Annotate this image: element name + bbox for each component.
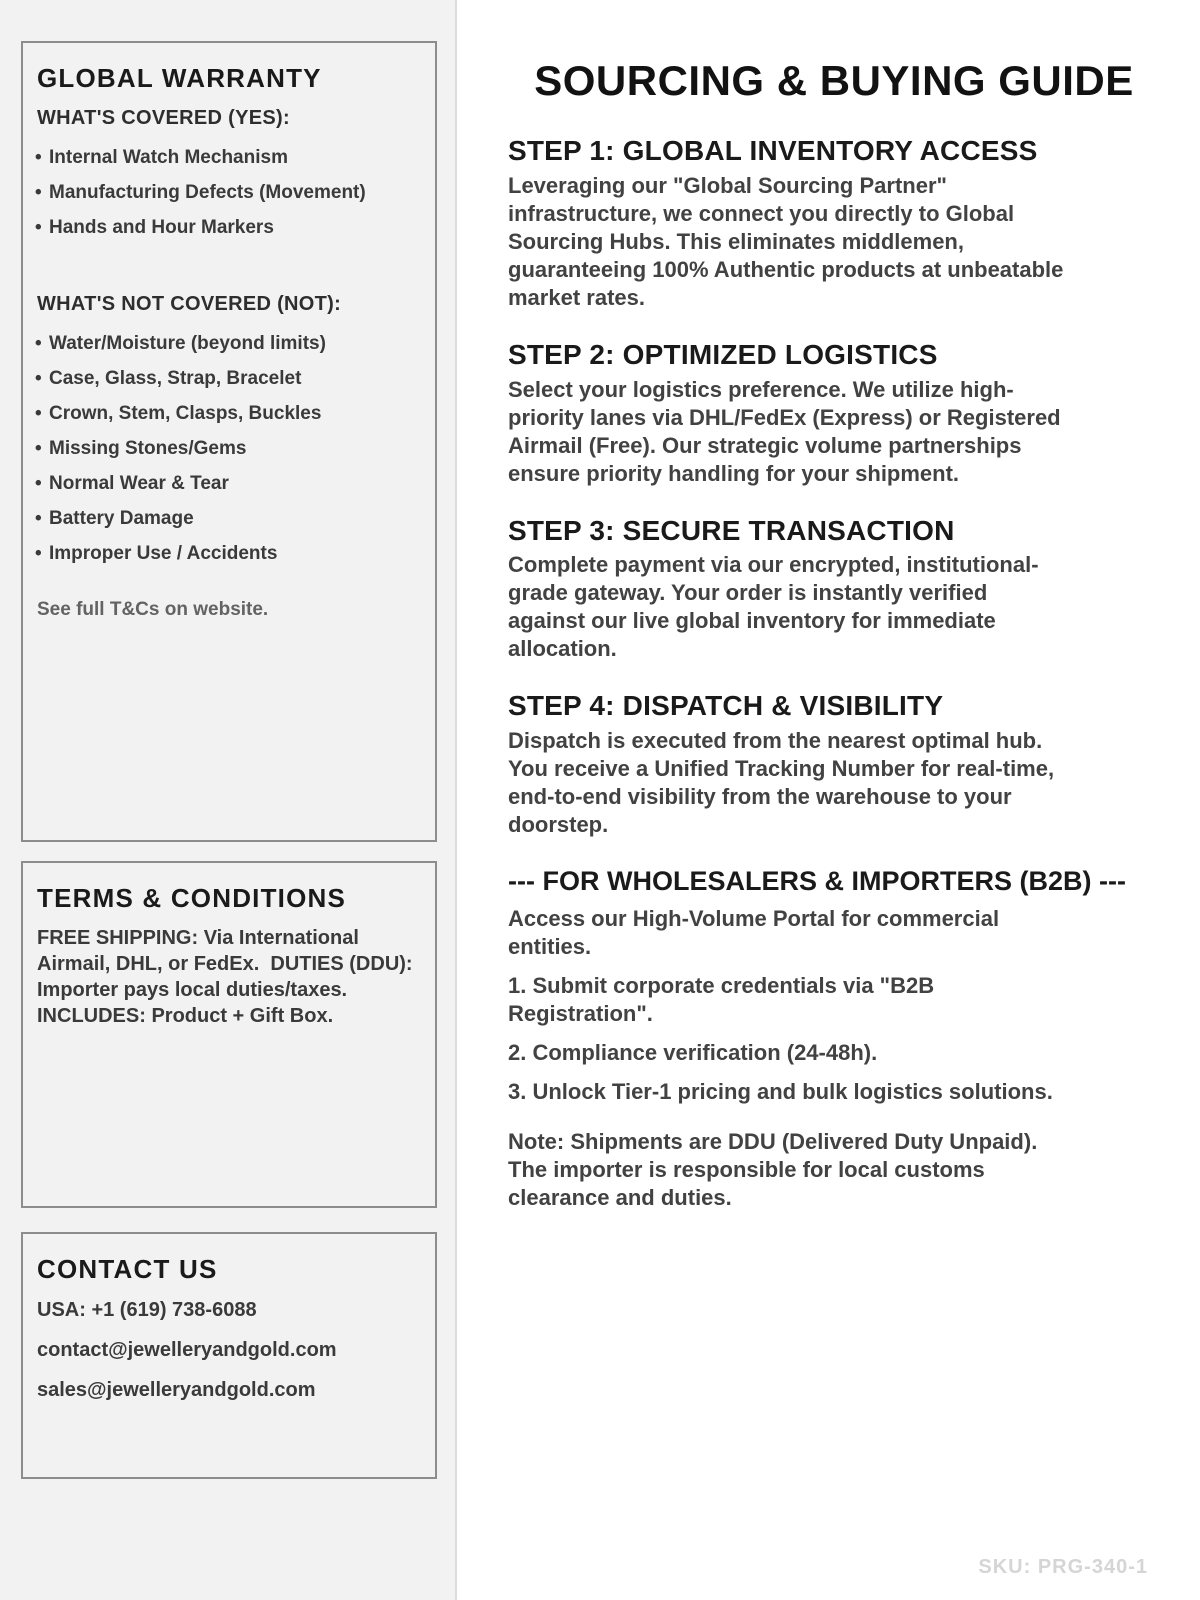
contact-phone: USA: +1 (619) 738-6088	[37, 1299, 257, 1321]
warranty-title: GLOBAL WARRANTY	[37, 63, 322, 93]
step-4-section	[508, 689, 1160, 839]
b2b-item: 2. Compliance verification (24-48h).	[508, 1040, 878, 1066]
covered-heading: WHAT'S COVERED (YES):	[37, 107, 290, 129]
step-3-section	[508, 514, 1160, 664]
main-content	[457, 0, 1200, 1600]
list-item: • Manufacturing Defects (Movement)	[37, 175, 421, 210]
b2b-item: 1. Submit corporate credentials via "B2B Registration".	[508, 973, 935, 1027]
list-item: • Normal Wear & Tear	[37, 466, 421, 501]
step-2-section	[508, 338, 1160, 488]
b2b-intro: Access our High-Volume Portal for commercial entities.	[508, 906, 1000, 960]
contact-title: CONTACT US	[37, 1254, 218, 1284]
list-item: • Improper Use / Accidents	[37, 536, 421, 571]
step-3-body: Complete payment via our encrypted, institutional-grade gateway. Your order is instantly verified against our live global inventory for immediate allocation.	[508, 552, 1039, 662]
sidebar	[0, 0, 457, 1600]
contact-email-sales: sales@jewelleryandgold.com	[37, 1379, 316, 1401]
step-4-body: Dispatch is executed from the nearest optimal hub. You receive a Unified Tracking Number for real-time, end-to-end visibility from the warehouse to your doorstep.	[508, 727, 1055, 837]
list-item: • Internal Watch Mechanism	[37, 140, 421, 175]
list-item: • Missing Stones/Gems	[37, 431, 421, 466]
b2b-item: 3. Unlock Tier-1 pricing and bulk logistics solutions.	[508, 1079, 1053, 1105]
step-1-section	[508, 134, 1160, 312]
list-item: • Water/Moisture (beyond limits)	[37, 326, 421, 361]
not-covered-heading: WHAT'S NOT COVERED (NOT):	[37, 293, 342, 315]
page-title: SOURCING & BUYING GUIDE	[534, 57, 1134, 104]
step-3-heading: STEP 3: SECURE TRANSACTION	[508, 514, 955, 546]
b2b-section	[508, 865, 1160, 1212]
b2b-note: Note: Shipments are DDU (Delivered Duty Unpaid). The importer is responsible for local customs clearance and duties.	[508, 1129, 1038, 1211]
list-item: • Hands and Hour Markers	[37, 210, 421, 245]
covered-list	[37, 140, 421, 245]
list-item: • Case, Glass, Strap, Bracelet	[37, 361, 421, 396]
step-1-heading: STEP 1: GLOBAL INVENTORY ACCESS	[508, 135, 1038, 167]
terms-panel	[21, 861, 437, 1208]
list-item: • Crown, Stem, Clasps, Buckles	[37, 396, 421, 431]
warranty-panel	[21, 41, 437, 842]
terms-body: FREE SHIPPING: Via International Airmail, DHL, or FedEx. DUTIES (DDU): Importer pays local duties/taxes. INCLUDES: Product + Gift Box.	[37, 927, 419, 1027]
step-1-body: Leveraging our "Global Sourcing Partner" infrastructure, we connect you directly to Global Sourcing Hubs. This eliminates middlemen, guaranteeing 100% Authentic products at unbeatable market rates.	[508, 172, 1064, 310]
terms-title: TERMS & CONDITIONS	[37, 883, 347, 913]
step-2-heading: STEP 2: OPTIMIZED LOGISTICS	[508, 338, 938, 370]
list-item: • Battery Damage	[37, 501, 421, 536]
sku-label: SKU: PRG-340-1	[978, 1556, 1148, 1578]
contact-email-primary: contact@jewelleryandgold.com	[37, 1339, 337, 1361]
contact-panel	[21, 1232, 437, 1479]
b2b-heading: --- FOR WHOLESALERS & IMPORTERS (B2B) ---	[508, 865, 1126, 896]
step-4-heading: STEP 4: DISPATCH & VISIBILITY	[508, 690, 944, 722]
warranty-footnote: See full T&Cs on website.	[37, 599, 269, 620]
step-2-body: Select your logistics preference. We utilize high-priority lanes via DHL/FedEx (Express) or Registered Airmail (Free). Our strategic volume partnerships ensure priority handling for your shipment.	[508, 376, 1061, 486]
not-covered-list	[37, 326, 421, 571]
